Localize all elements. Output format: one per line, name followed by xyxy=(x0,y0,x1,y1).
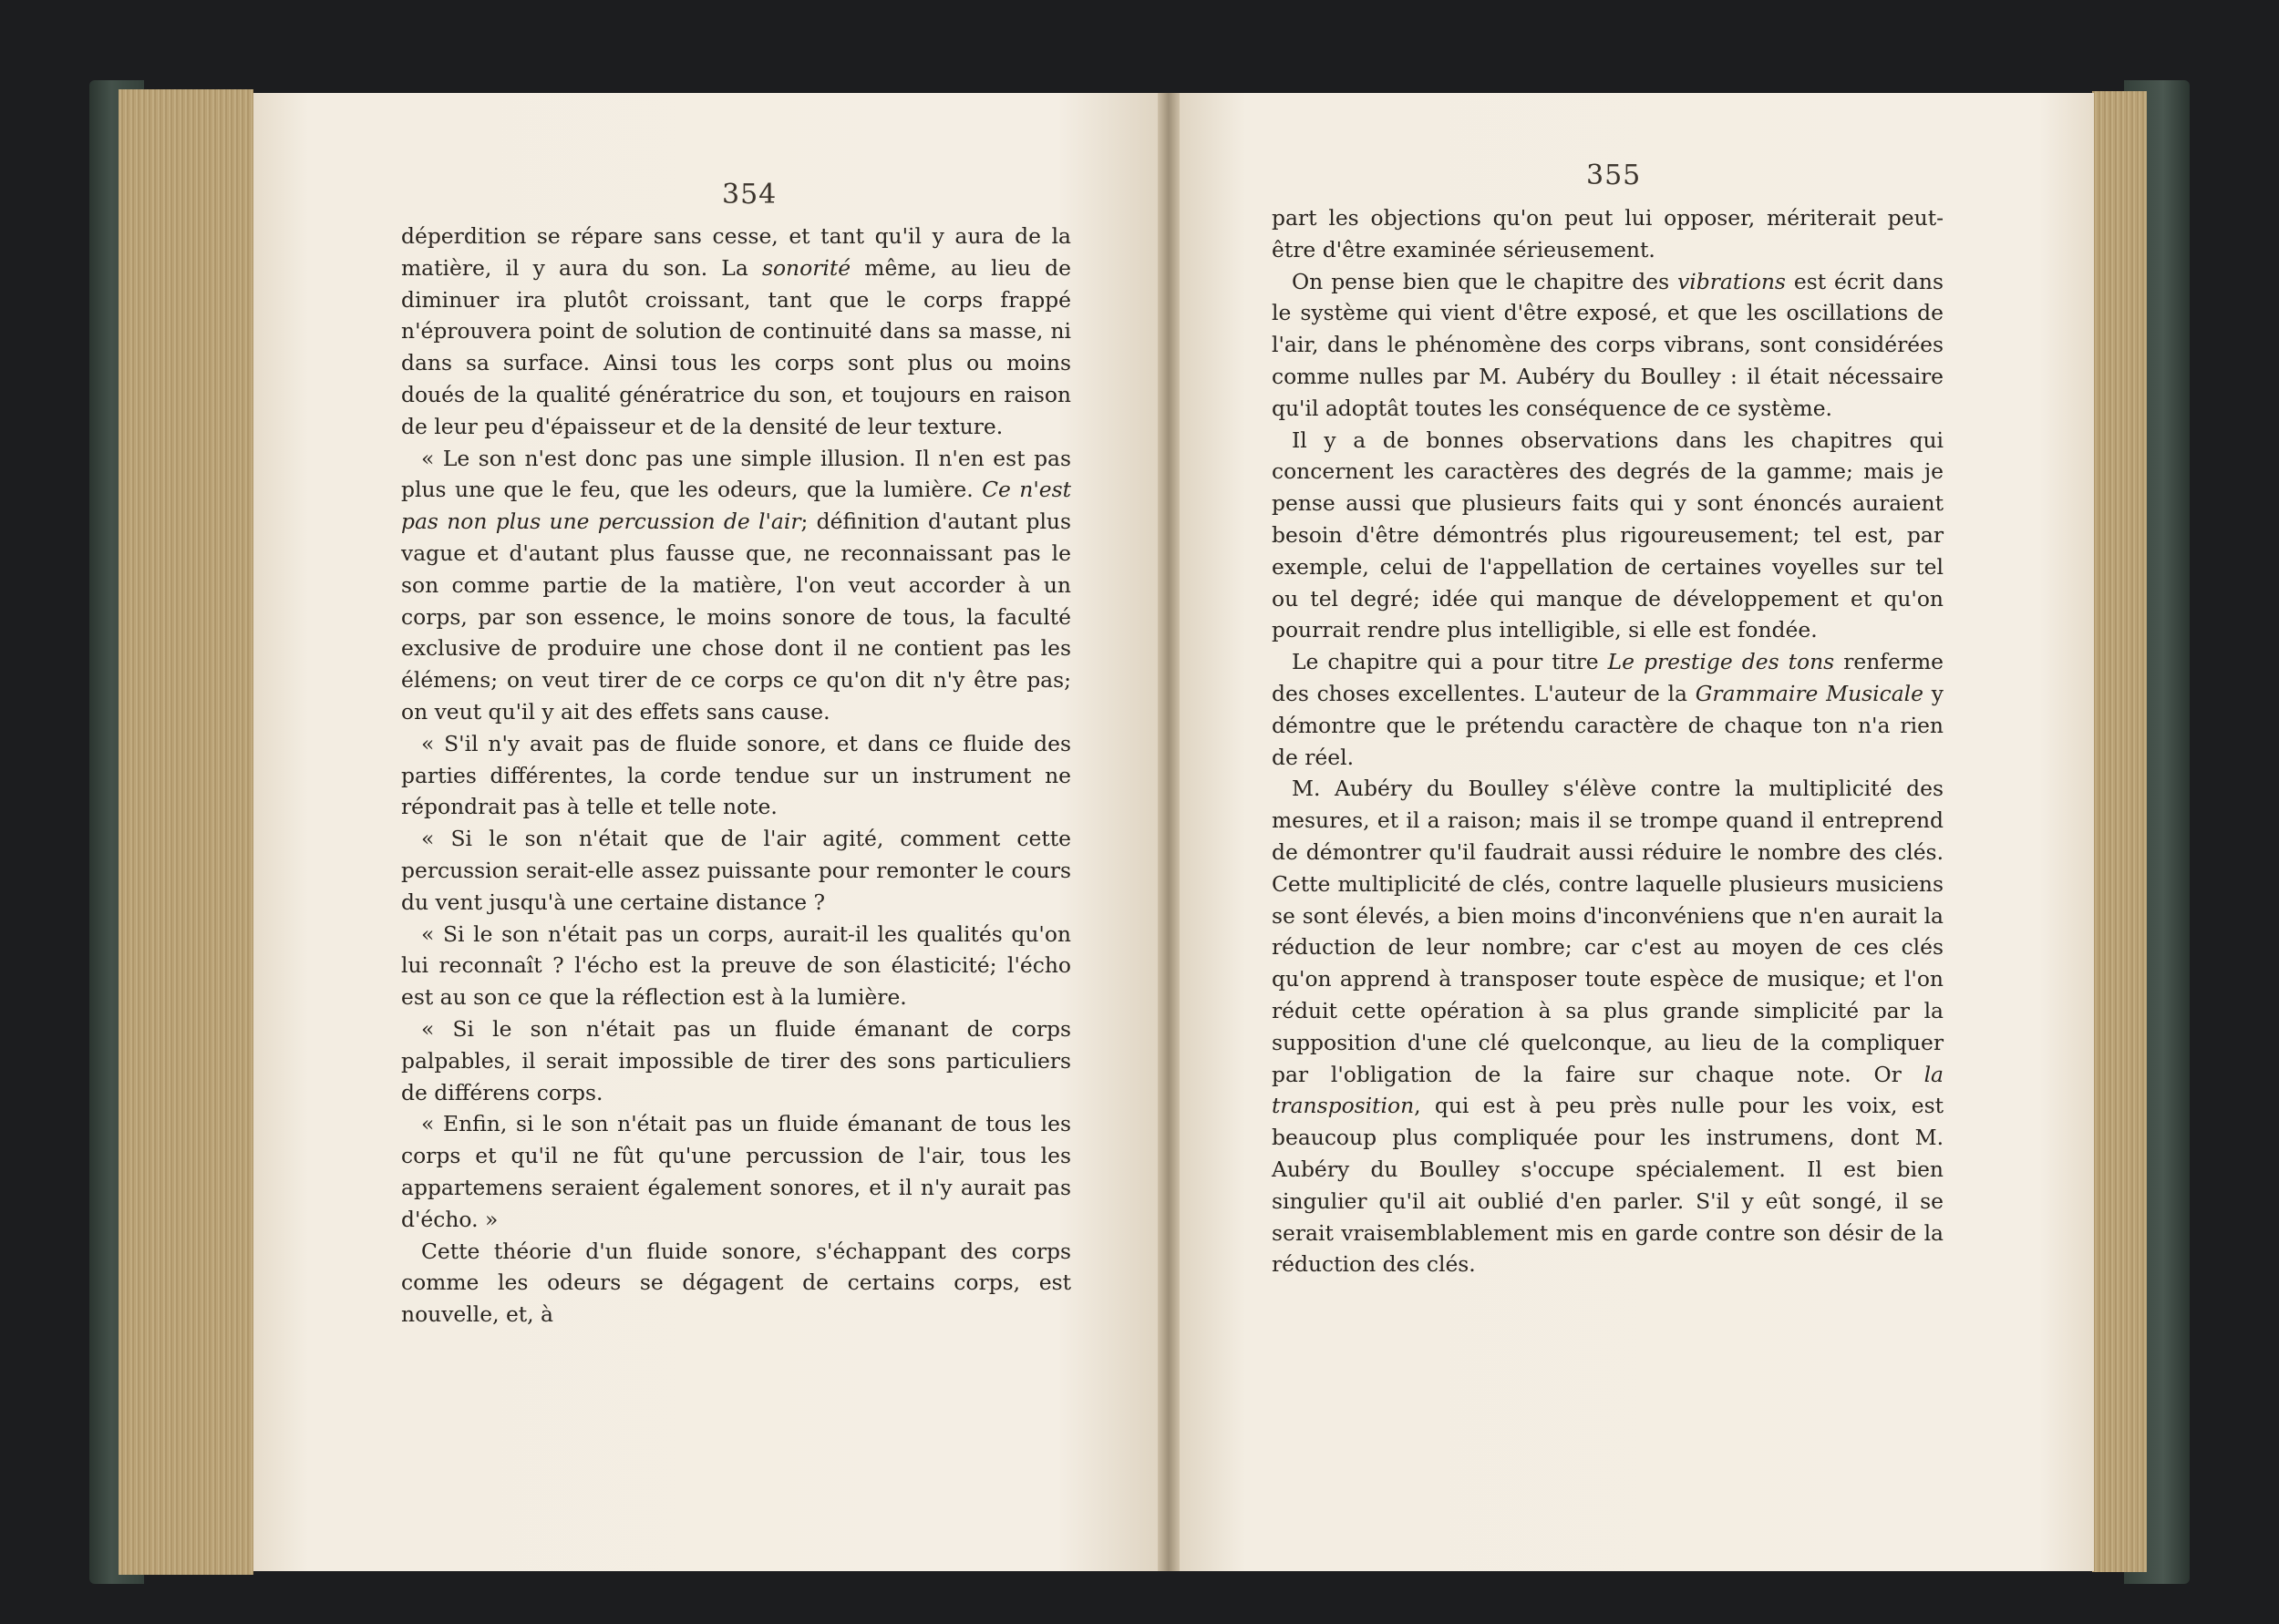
text-run: est écrit dans le système qui vient d'être exposé, et que les oscillations de l'air, dans le phénomène des corps vibrans, sont considérées comme nulles par M. Aubéry du Boulley : il était nécessaire qu'il adoptât toutes les conséquence de ce système. xyxy=(1272,268,1944,421)
text-run: Il y a de bonnes observations dans les chapitres qui concernent les caractères des degrés de la gamme; mais je pense aussi que plusieurs faits qui y sont énoncés auraient besoin d'être démontrés plus rigoureusement; tel est, par exemple, celui de l'appellation de certaines voyelles sur tel ou tel degré; idée qui manque de développement et qu'on pourrait rendre plus intelligible, si elle est fondée. xyxy=(1272,427,1944,643)
paragraph xyxy=(1272,425,1944,647)
paragraph xyxy=(1272,266,1944,425)
italic-text: vibrations xyxy=(1677,268,1786,294)
text-run: renferme des choses excellentes. L'auteur de la xyxy=(1272,649,1944,706)
text-run: ; définition d'autant plus vague et d'autant plus fausse que, ne reconnaissant pas le son comme partie de la matière, l'on veut accorder à un corps, par son essence, le moins sonore de tous, la faculté exclusive de produire une chose dont il ne contient pas les élémens; on veut tirer de ce corps ce qu'on dit n'y être pas; on veut qu'il y ait des effets sans cause. xyxy=(401,509,1072,725)
paragraph xyxy=(1272,773,1944,1280)
text-run: Cette théorie d'un fluide sonore, s'échappant des corps comme les odeurs se dégagent de certains corps, est nouvelle, et, à xyxy=(401,1238,1071,1328)
italic-text: la transposition xyxy=(1272,1061,1944,1119)
paragraph xyxy=(401,919,1071,1013)
left-page-text xyxy=(401,221,1071,1331)
paragraph xyxy=(401,443,1071,728)
paragraph xyxy=(401,823,1071,918)
text-run: « Si le son n'était pas un fluide émanant de corps palpables, il serait impossible de tirer des sons particuliers de différens corps. xyxy=(401,1015,1071,1105)
paragraph xyxy=(401,1236,1071,1331)
italic-text: Grammaire Musicale xyxy=(1695,680,1924,706)
text-run: « Le son n'est donc pas une simple illusion. Il n'en est pas plus une que le feu, que les odeurs, que la lumière. xyxy=(401,445,1071,503)
italic-text: sonorité xyxy=(761,254,851,281)
right-page-text xyxy=(1272,202,1944,1280)
text-run: part les objections qu'on peut lui opposer, mériterait peut-être d'être examinée sérieusement. xyxy=(1272,205,1944,262)
paragraph xyxy=(401,728,1071,823)
text-run: M. Aubéry du Boulley s'élève contre la multiplicité des mesures, et il a raison; mais il se trompe quand il entreprend de démontrer qu'il faudrait aussi réduire le nombre des clés. Cette multiplicité de clés, contre laquelle plusieurs musiciens se sont élevés, a bien moins d'inconvéniens que n'en aurait la réduction de leur nombre; car c'est au moyen de ces clés qu'on apprend à transposer toute espèce de musique; et l'on réduit cette opération à sa plus grande simplicité par la supposition d'une clé quelconque, au lieu de la compliquer par l'obligation de la faire sur chaque note. Or xyxy=(1272,776,1944,1087)
paragraph xyxy=(401,1013,1071,1108)
text-run: Le chapitre qui a pour titre xyxy=(1292,649,1608,675)
book-gutter xyxy=(1158,93,1180,1571)
italic-text: Ce n'est pas non plus une percussion de l'air xyxy=(401,477,1071,535)
paragraph xyxy=(401,221,1071,443)
right-page-number: 355 xyxy=(1586,159,1642,191)
italic-text: Le prestige des tons xyxy=(1607,649,1835,675)
text-run: déperdition se répare sans cesse, et tant qu'il y aura de la matière, il y aura du son. La xyxy=(401,223,1071,281)
text-run: « S'il n'y avait pas de fluide sonore, et dans ce fluide des parties différentes, la corde tendue sur un instrument ne répondrait pas à telle et telle note. xyxy=(401,730,1071,820)
paragraph xyxy=(1272,202,1944,266)
text-run: y démontre que le prétendu caractère de chaque ton n'a rien de réel. xyxy=(1272,680,1944,770)
text-run: « Si le son n'était que de l'air agité, comment cette percussion serait-elle assez puissante pour remonter le cours du vent jusqu'à une certaine distance ? xyxy=(401,826,1071,915)
text-run: même, au lieu de diminuer ira plutôt croissant, tant que le corps frappé n'éprouvera point de solution de continuité dans sa masse, ni dans sa surface. Ainsi tous les corps sont plus ou moins doués de la qualité génératrice du son, et toujours en raison de leur peu d'épaisseur et de la densité de leur texture. xyxy=(401,254,1071,439)
page-edges-right xyxy=(2092,91,2147,1572)
text-run: , qui est à peu près nulle pour les voix, est beaucoup plus compliquée pour les instrumens, dont M. Aubéry du Boulley s'occupe spécialement. Il est bien singulier qu'il ait oublié d'en parler. S'il y eût songé, il se serait vraisemblablement mis en garde contre son désir de la réduction des clés. xyxy=(1272,1093,1944,1278)
paragraph xyxy=(1272,646,1944,773)
paragraph xyxy=(401,1108,1071,1235)
left-page-number: 354 xyxy=(722,179,778,211)
text-run: On pense bien que le chapitre des xyxy=(1292,268,1678,294)
page-edges-left xyxy=(119,89,253,1575)
text-run: « Si le son n'était pas un corps, aurait-il les qualités qu'on lui reconnaît ? l'écho est la preuve de son élasticité; l'écho est au son ce que la réflection est à la lumière. xyxy=(401,920,1071,1011)
text-run: « Enfin, si le son n'était pas un fluide émanant de tous les corps et qu'il ne fût qu'une percussion de l'air, tous les appartemens seraient également sonores, et il n'y aurait pas d'écho. » xyxy=(401,1111,1071,1232)
